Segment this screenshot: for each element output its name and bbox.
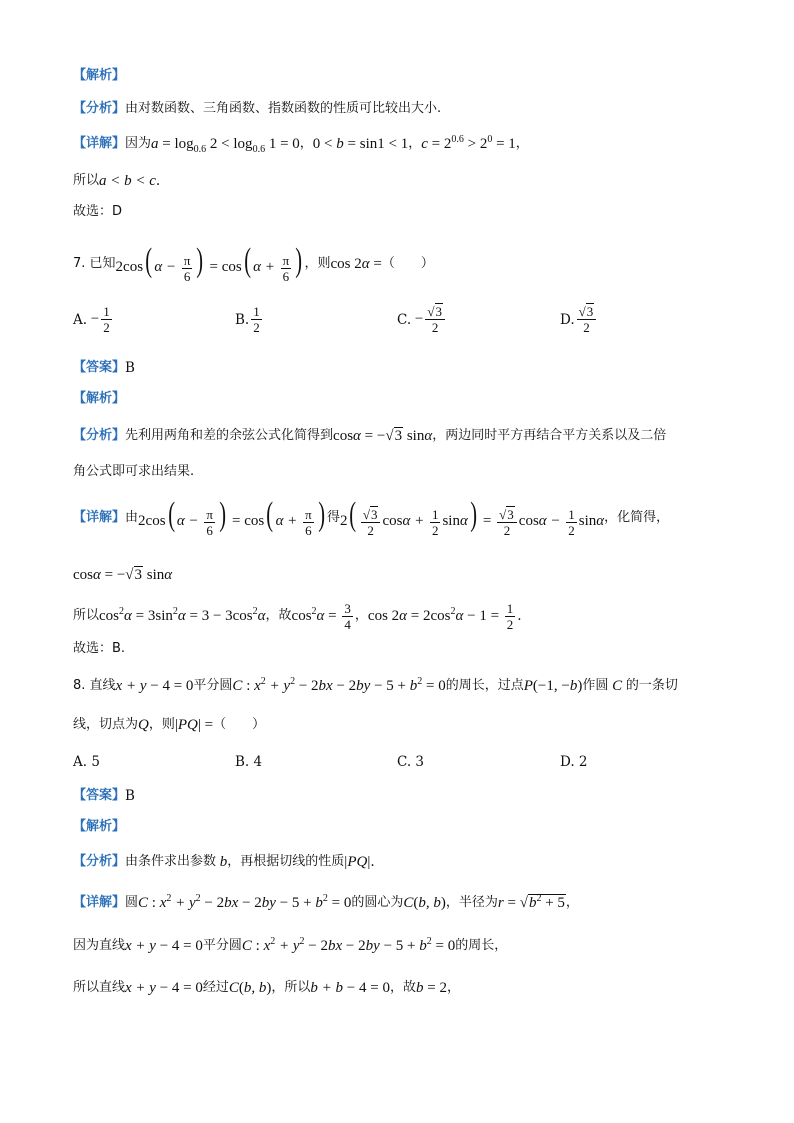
q7-option-d[interactable]: D. $\frac{√3}{2}$: [560, 304, 598, 335]
q6-conclusion: 所以 a < b < c .: [73, 173, 161, 189]
q6-order-formula: a < b < c: [99, 173, 156, 189]
q6-jiexi-heading: [73, 66, 733, 86]
jiexi-tag: 【解析】: [73, 68, 126, 83]
q6-formula-c: $c = 2^{0.6} > 2^0 = 1$: [421, 134, 516, 152]
q7-option-a[interactable]: A. − $\frac{1}{2}$: [73, 304, 110, 335]
q6-fenxi-text: 由对数函数、三角函数、指数函数的性质可比较出大小.: [125, 101, 442, 116]
q8-stem: 8. 直线 x + y − 4 = 0 平分圆 C : $x^2 + y^2 - 2bx - 2by - 5 + b^2 = 0$ 的周长，过点 P(−1, −b) 作圆 C 的一条切: [73, 676, 678, 694]
q8-option-b[interactable]: B. 4: [235, 754, 263, 770]
q8-option-d[interactable]: D. 2: [560, 754, 588, 770]
q8-so: 所以直线 x + y − 4 = 0 经过 C(b, b) ，所以 b + b − 4 = 0 ，故 b = 2 ，: [73, 980, 460, 996]
q6-formula-a: $a = \log_{0.6} 2 < \log_{0.6} 1 = 0$: [151, 136, 300, 155]
q7-xiangjie: 【详解】 由 2cos( α − $\frac{\pi}{6}$ ) = cos( α + $\frac{\pi}{6}$ ) 得 2( $\frac{√3}{2}$ cosα + $\frac{1}{2}$ sinα) = $\frac{√3}{2}$ cosα − $\frac{1}{2}$ sinα ，化简得，: [73, 496, 670, 538]
q8-because: 因为直线 x + y − 4 = 0 平分圆 C : $x^2 + y^2 - 2bx - 2by - 5 + b^2 = 0$ 的周长，: [73, 936, 508, 954]
q6-choice: 故选：D: [73, 204, 123, 219]
q7-answer: 【答案】 B: [73, 360, 135, 376]
q8-jiexi-heading: 【解析】: [73, 819, 126, 834]
q7-target: cos 2α =: [330, 256, 382, 272]
q7-option-c[interactable]: C. − $\frac{√3}{2}$: [397, 304, 447, 335]
fenxi-tag: 【分析】: [73, 101, 126, 116]
q7-result: 所以 $\cos^2\alpha = 3\sin^2\alpha = 3 - 3\cos^2\alpha$ ，故 $\cos^2\alpha$ = $\frac{3}{4}$ ， $\cos 2\alpha = 2\cos^2\alpha - 1$ = $\frac{1}{2}$ .: [73, 600, 522, 632]
q7-option-b[interactable]: B. $\frac{1}{2}$: [235, 304, 260, 335]
q8-answer: 【答案】 B: [73, 788, 135, 804]
q7-stem: 7. 已知 2cos( α − $\frac{\pi}{6}$ ) = cos( α + $\frac{\pi}{6}$ ) ，则 cos 2α = （ ）: [73, 242, 434, 284]
q8-stem-cont: 线，切点为 Q ，则 |PQ| = （ ）: [73, 717, 266, 733]
q7-fenxi: 【分析】 先利用两角和差的余弦公式化简得到 cosα = −√3 sinα ，两边同时平方再结合平方关系以及二倍: [73, 428, 667, 444]
q6-fenxi: [73, 99, 733, 119]
q7-equation: 2cos( α − $\frac{\pi}{6}$ ) = cos( α + $\frac{\pi}{6}$ ): [115, 242, 303, 284]
q7-fenxi-cont: 角公式即可求出结果.: [73, 464, 195, 479]
q8-option-c[interactable]: C. 3: [397, 754, 425, 770]
q6-formula-b: 0 < b = sin1 < 1: [312, 136, 409, 152]
q8-xiangjie: 【详解】 圆 C : $x^2 + y^2 - 2bx - 2by - 5 + b^2 = 0$ 的圆心为 C(b, b) ，半径为 $r = √b^2 + 5$ ，: [73, 893, 579, 911]
xiangjie-tag: 【详解】: [73, 136, 126, 151]
q8-fenxi: 【分析】 由条件求出参数 b ，再根据切线的性质 |PQ| .: [73, 854, 375, 870]
q7-choice: 故选：B.: [73, 641, 126, 656]
q7-jiexi-heading: 【解析】: [73, 391, 126, 406]
q6-xiangjie: 【详解】 因为 $a = \log_{0.6} 2 < \log_{0.6} 1 = 0$ ， 0 < b = sin1 < 1 ， $c = 2^{0.6} > 2^0 = 1$ ，: [73, 134, 529, 155]
q8-option-a[interactable]: A. 5: [73, 754, 100, 770]
q7-simplified: cosα = −√3 sinα: [73, 567, 173, 583]
